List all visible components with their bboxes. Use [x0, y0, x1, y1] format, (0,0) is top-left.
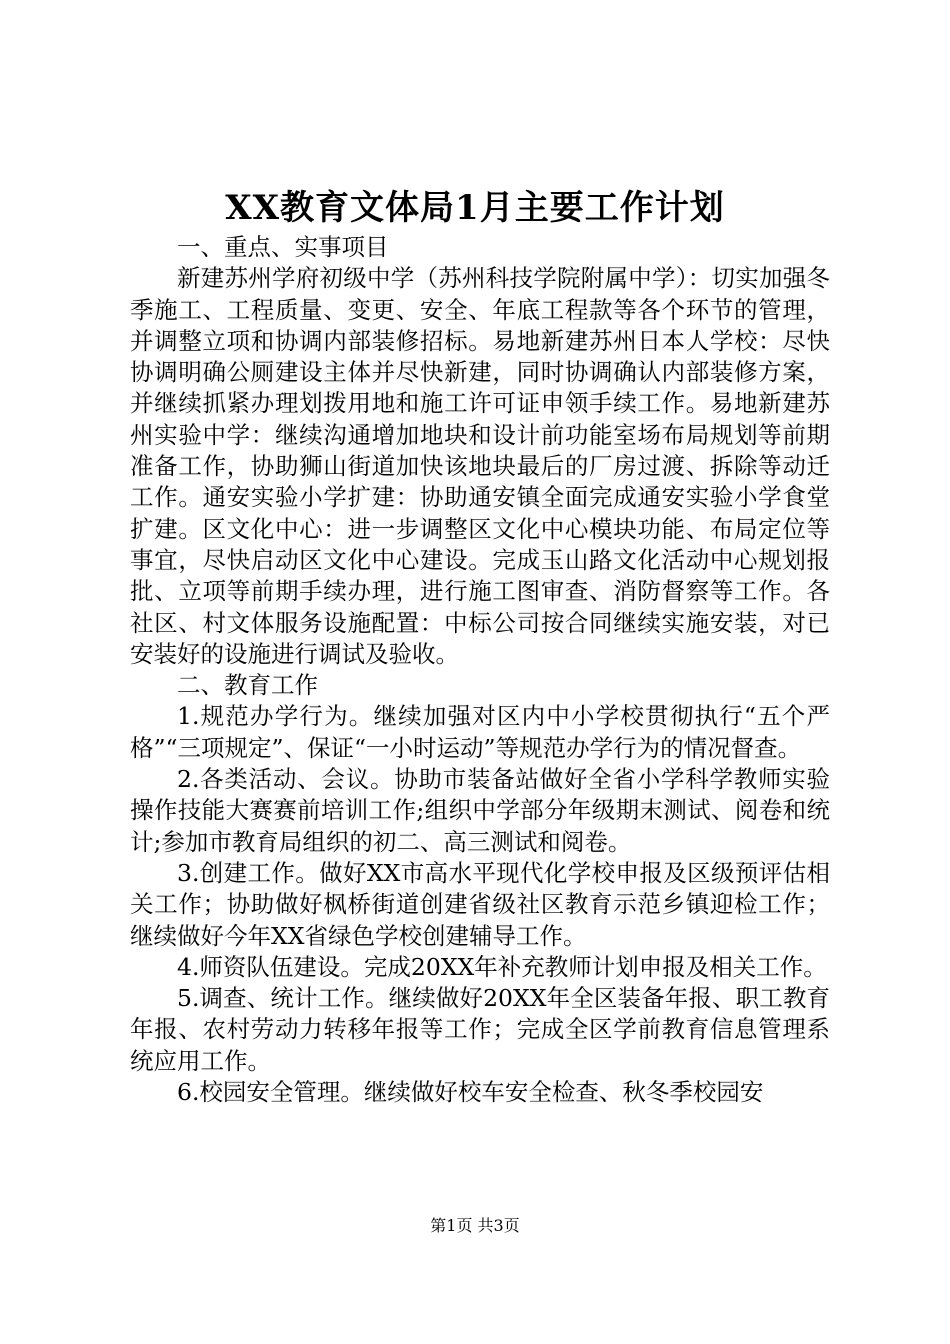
list-item-1: 1.规范办学行为。继续加强对区内中小学校贯彻执行“五个严格”“三项规定”、保证“一小时运动”等规范办学行为的情况督查。: [130, 702, 830, 762]
list-item-2: 2.各类活动、会议。协助市装备站做好全省小学科学教师实验操作技能大赛赛前培训工作;组织中学部分年级期末测试、阅卷和统计;参加市教育局组织的初二、高三测试和阅卷。: [130, 765, 830, 856]
page-number-footer: 第1页 共3页: [430, 1216, 520, 1235]
list-item-5: 5.调查、统计工作。继续做好20XX年全区装备年报、职工教育年报、农村劳动力转移年报等工作；完成全区学前教育信息管理系统应用工作。: [130, 984, 830, 1075]
document-body: [130, 232, 830, 1108]
document-title: XX教育文体局1月主要工作计划: [225, 188, 725, 228]
list-item-4: 4.师资队伍建设。完成20XX年补充教师计划申报及相关工作。: [177, 952, 827, 981]
section-heading-1: 一、重点、实事项目: [177, 233, 389, 261]
list-item-6: 6.校园安全管理。继续做好校车安全检查、秋冬季校园安: [177, 1078, 764, 1107]
body-paragraph: 新建苏州学府初级中学（苏州科技学院附属中学）：切实加强冬季施工、工程质量、变更、安全、年底工程款等各个环节的管理，并调整立项和协调内部装修招标。易地新建苏州日本人学校：尽快协调明确公厕建设主体并尽快新建，同时协调确认内部装修方案，并继续抓紧办理划拨用地和施工许可证申领手续工作。易地新建苏州实验中学：继续沟通增加地块和设计前功能室场布局规划等前期准备工作，协助狮山街道加快该地块最后的厂房过渡、拆除等动迁工作。通安实验小学扩建：协助通安镇全面完成通安实验小学食堂扩建。区文化中心：进一步调整区文化中心模块功能、布局定位等事宜，尽快启动区文化中心建设。完成玉山路文化活动中心规划报批、立项等前期手续办理，进行施工图审查、消防督察等工作。各社区、村文体服务设施配置：中标公司按合同继续实施安装，对已安装好的设施进行调试及验收。: [130, 264, 830, 668]
list-item-3: 3.创建工作。做好XX市高水平现代化学校申报及区级预评估相关工作；协助做好枫桥街道创建省级社区教育示范乡镇迎检工作；继续做好今年XX省绿色学校创建辅导工作。: [130, 858, 830, 950]
section-heading-2: 二、教育工作: [177, 671, 318, 700]
